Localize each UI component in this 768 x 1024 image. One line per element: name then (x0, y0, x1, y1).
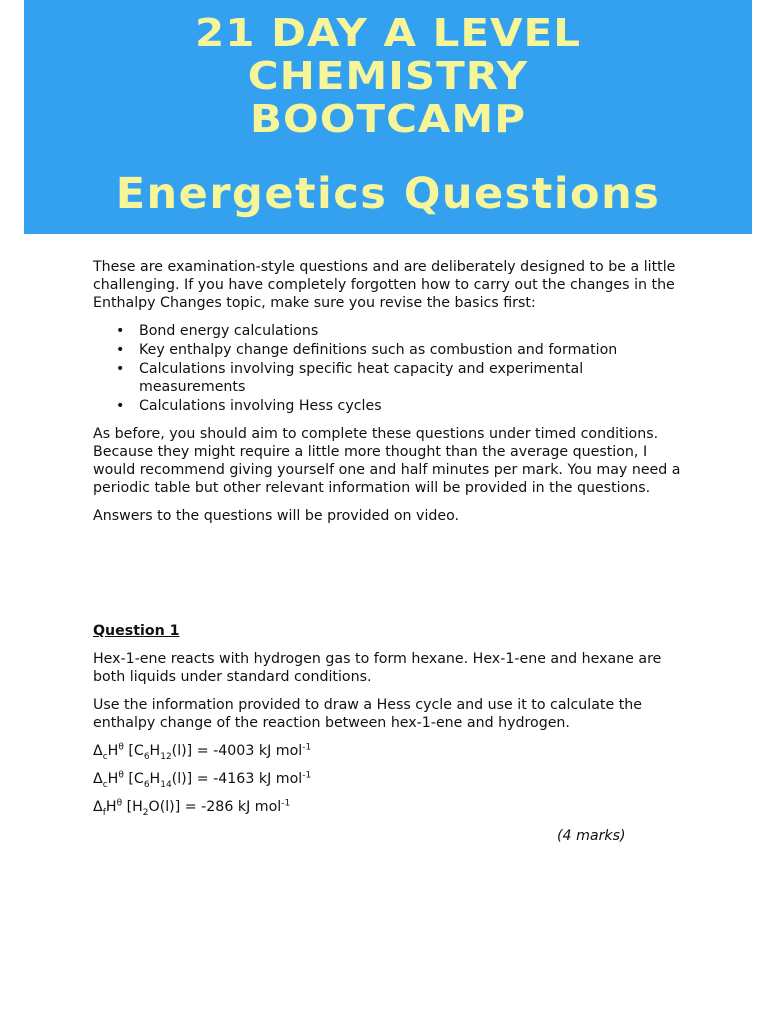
banner-title-line-2: CHEMISTRY (247, 53, 529, 99)
title-banner (24, 0, 752, 234)
standard-symbol: θ (116, 798, 123, 809)
enthalpy-value: (l)] = -4003 kJ mol (171, 743, 303, 759)
question-1-heading: Question 1 (93, 623, 180, 639)
unit-exponent: -1 (302, 742, 312, 753)
question-1-body (93, 650, 683, 826)
enthalpy-type: f (102, 807, 106, 818)
delta-symbol: Δ (93, 799, 103, 815)
delta-symbol: Δ (93, 743, 103, 759)
enthalpy-value: (l)] = -286 kJ mol (159, 799, 282, 815)
question-1-marks: (4 marks) (557, 828, 626, 844)
delta-symbol: Δ (93, 771, 103, 787)
banner-subtitle: Energetics Questions (115, 169, 661, 219)
formula-subscript: 6 (143, 751, 150, 762)
banner-title-line-3: BOOTCAMP (250, 96, 526, 142)
formula-open: [C (123, 771, 144, 787)
intro-section (93, 258, 683, 535)
list-item: • Key enthalpy change definitions such as combustion and formation (139, 341, 683, 359)
enthalpy-value: (l)] = -4163 kJ mol (171, 771, 303, 787)
banner-title-line-1: 21 DAY A LEVEL (195, 10, 581, 56)
enthalpy-data-line-2 (93, 770, 683, 788)
formula-subscript: 14 (160, 779, 172, 790)
enthalpy-data-line-3 (93, 798, 683, 816)
formula-mid: O (148, 799, 160, 815)
intro-paragraph-1: These are examination-style questions and are deliberately designed to be a little challenging. If you have completely forgotten how to carry out the changes in the Enthalpy Changes topic, make sure you revise the basics first: (93, 259, 676, 311)
formula-subscript: 6 (143, 779, 150, 790)
intro-paragraph-3: Answers to the questions will be provided on video. (93, 508, 460, 524)
question-1-paragraph-2: Use the information provided to draw a Hess cycle and use it to calculate the enthalpy change of the reaction between hex-1-ene and hydrogen. (93, 697, 643, 731)
standard-symbol: θ (118, 770, 124, 781)
list-item: • Calculations involving Hess cycles (139, 397, 683, 415)
question-1-paragraph-1: Hex-1-ene reacts with hydrogen gas to form hexane. Hex-1-ene and hexane are both liquids under standard conditions. (93, 651, 662, 685)
enthalpy-type: c (102, 751, 108, 762)
enthalpy-data-line-1 (93, 742, 683, 760)
enthalpy-type: c (102, 779, 108, 790)
unit-exponent: -1 (281, 798, 291, 809)
formula-open: [H (122, 799, 143, 815)
enthalpy-h: H (105, 799, 117, 815)
unit-exponent: -1 (302, 770, 312, 781)
formula-open: [C (123, 743, 144, 759)
formula-subscript: 12 (160, 751, 172, 762)
intro-paragraph-2: As before, you should aim to complete these questions under timed conditions. Because they might require a little more thought than the average question, I would recommend giving yourself one and half minutes per mark. You may need a periodic table but other relevant information will be provided in the questions. (93, 426, 681, 496)
formula-subscript: 2 (142, 807, 149, 818)
list-item: • Calculations involving specific heat capacity and experimental measurements (139, 360, 683, 396)
list-item: • Bond energy calculations (139, 322, 683, 340)
enthalpy-h: H (107, 743, 119, 759)
revision-list (93, 322, 683, 415)
formula-mid: H (149, 771, 161, 787)
enthalpy-h: H (107, 771, 119, 787)
standard-symbol: θ (118, 742, 124, 753)
formula-mid: H (149, 743, 161, 759)
